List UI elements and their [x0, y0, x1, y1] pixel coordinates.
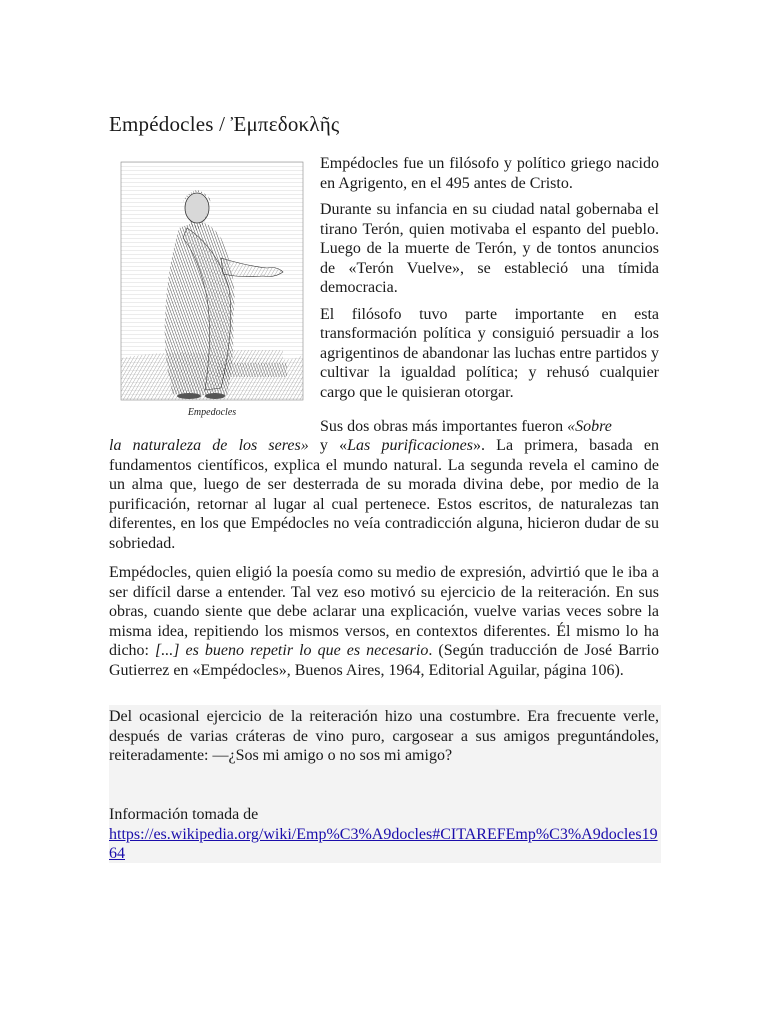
paragraph-5: [109, 563, 659, 680]
work-title-1-end: la naturaleza de los seres»: [109, 437, 309, 454]
paragraph-5-citation: . (Según traducción de José Barrio Gutierrez en «Empédocles», Buenos Aires, 1964, Editorial Aguilar, página 106).: [109, 642, 659, 679]
source-info: [109, 805, 661, 864]
portrait-image: [117, 158, 307, 420]
page-title: Empédocles / Ἐμπεδοκλῆς: [109, 112, 340, 136]
paragraph-4-first-line: [320, 417, 659, 437]
work-title-2: Las purificaciones: [347, 437, 473, 454]
intro-column: [320, 154, 659, 409]
empedocles-quote: [...] es bueno repetir lo que es necesario: [155, 642, 429, 659]
paragraph-4: [109, 436, 659, 553]
source-label: Información tomada de: [109, 806, 259, 823]
source-link[interactable]: https://es.wikipedia.org/wiki/Emp%C3%A9docles#CITAREFEmp%C3%A9docles1964: [109, 825, 658, 862]
paragraph-6-text: Del ocasional ejercicio de la reiteración hizo una costumbre. Era frecuente verle, después de varias cráteras de vino puro, cargosear a sus amigos preguntándoles, reiteradamente: —¿Sos mi amigo o no sos mi amigo?: [109, 708, 659, 764]
paragraph-1: Empédocles fue un filósofo y político griego nacido en Agrigento, en el 495 antes de Cristo.: [320, 155, 659, 192]
paragraph-5-text: Empédocles, quien eligió la poesía como su medio de expresión, advirtió que le iba a ser difícil darse a entender. Tal vez eso motivó su ejercicio de la reiteración. En sus obras, cuando siente que debe aclarar una explicación, vuelve varias veces sobre la misma idea, repitiendo los mismos versos, en contextos diferentes. Él mismo lo ha dicho:: [109, 564, 659, 659]
paragraph-2: Durante su infancia en su ciudad natal gobernaba el tirano Terón, quien motivaba el espanto del pueblo. Luego de la muerte de Terón, y de tontos anuncios de «Terón Vuelve», se estableció una tímida democracia.: [320, 201, 659, 296]
portrait-caption: Empedocles: [187, 407, 237, 418]
paragraph-4-conj: y «: [308, 437, 348, 454]
paragraph-4-lead: Sus dos obras más importantes fueron: [320, 418, 568, 435]
paragraph-4-rest: ». La primera, basada en fundamentos científicos, explica el mundo natural. La segunda revela el camino de un alma que, luego de ser desterrada de su morada divina debe, por medio de la purificación, retornar al lugar al cual pertenece. Estos escritos, de naturalezas tan diferentes, en los que Empédocles no veía contradicción alguna, hicieron dudar de su sobriedad.: [109, 437, 660, 552]
work-title-1-start: «Sobre: [567, 418, 612, 435]
paragraph-6: [109, 707, 659, 766]
engraving-illustration: [117, 158, 307, 420]
paragraph-3: El filósofo tuvo parte importante en esta transformación política y consiguió persuadir a los agrigentinos de abandonar las luchas entre partidos y cultivar la igualdad política; y rehusó cualquier cargo que le quisieran otorgar.: [320, 305, 659, 401]
